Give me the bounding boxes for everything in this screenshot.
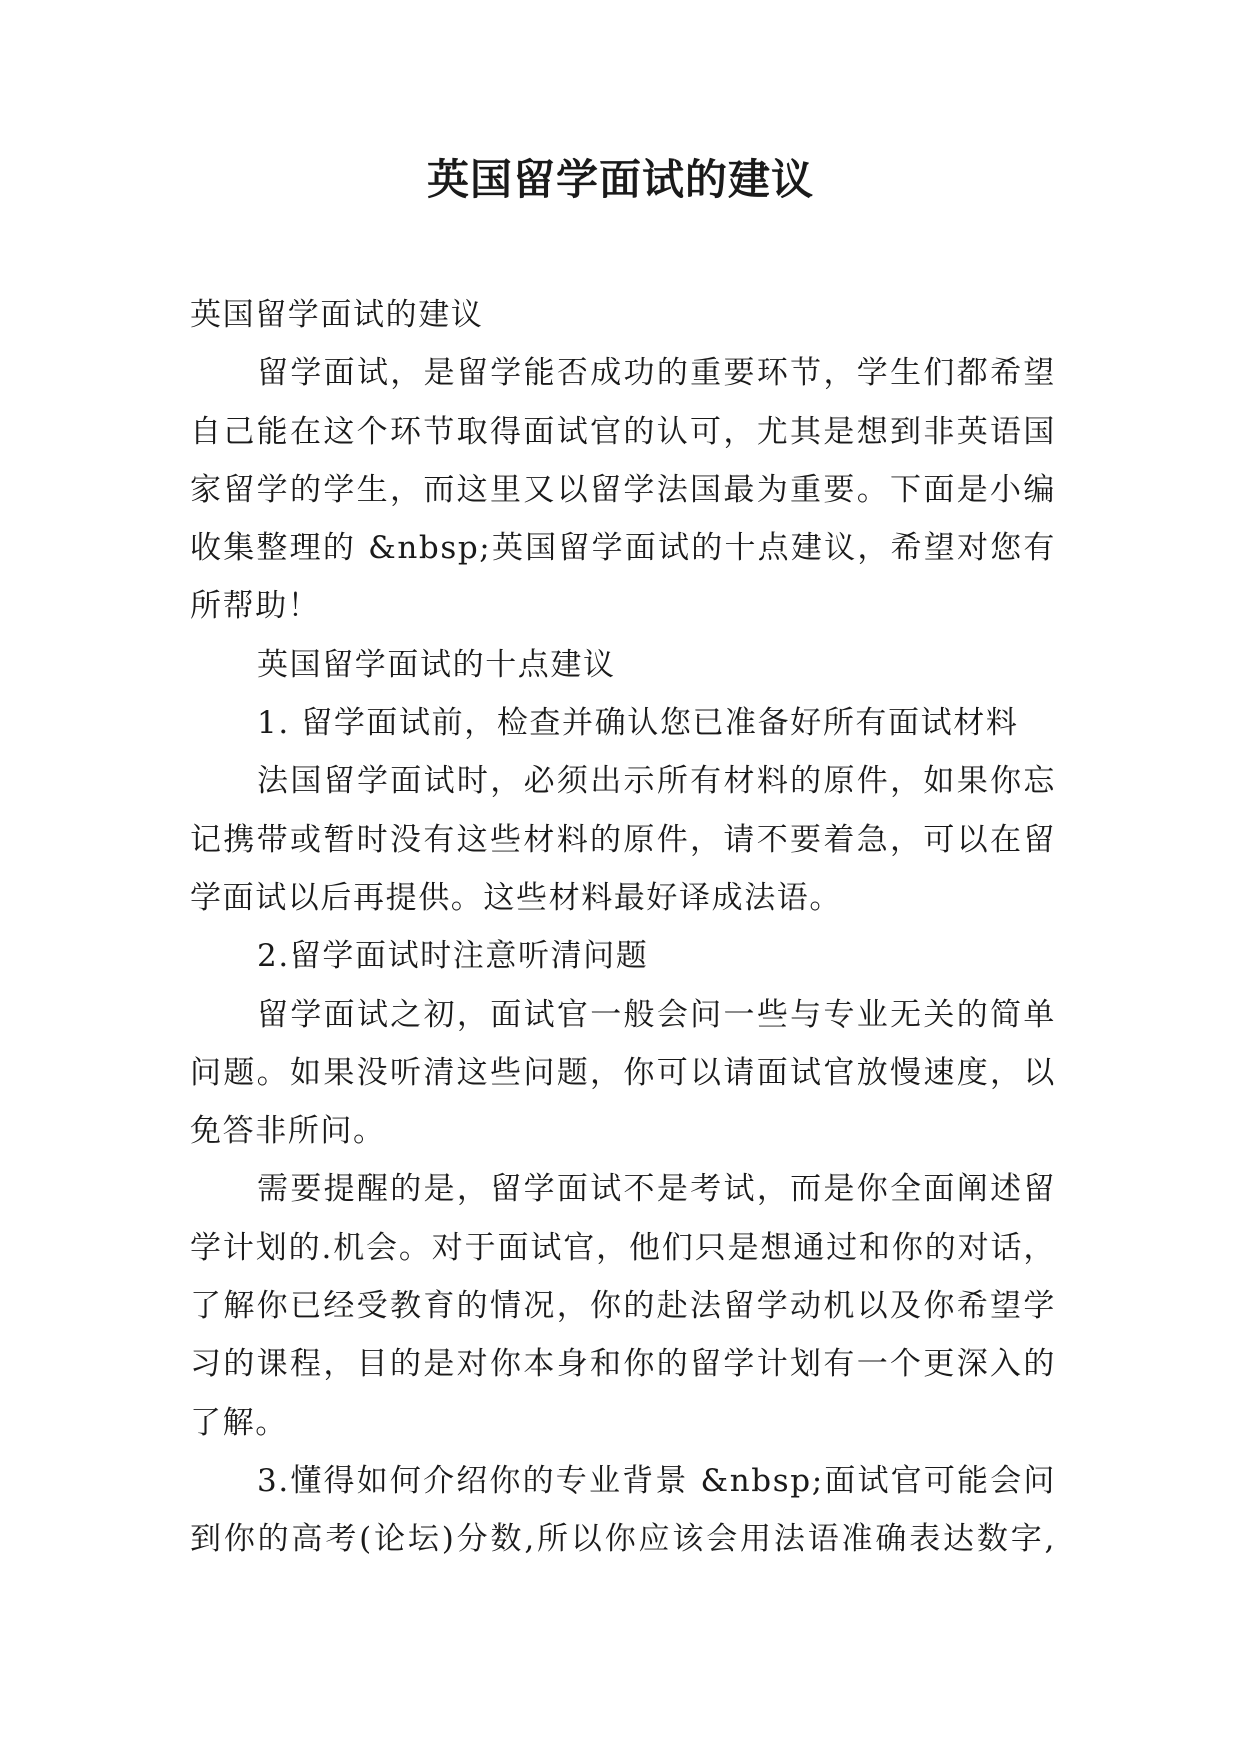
paragraph-line: 习的课程，目的是对你本身和你的留学计划有一个更深入的 [190,1346,1056,1383]
paragraph-line: 所帮助！ [190,588,321,625]
paragraph-line: 到你的高考(论坛)分数,所以你应该会用法语准确表达数字, [190,1521,1056,1558]
paragraph-line: 需要提醒的是，留学面试不是考试，而是你全面阐述留 [257,1171,1056,1208]
paragraph-line: 记携带或暂时没有这些材料的原件，请不要着急，可以在留 [190,821,1056,858]
paragraph-line: 了解。 [190,1404,288,1441]
paragraph-line: 学计划的.机会。对于面试官，他们只是想通过和你的对话， [190,1229,1056,1266]
paragraph-line: 问题。如果没听清这些问题，你可以请面试官放慢速度，以 [190,1054,1056,1091]
document-body [190,286,1056,1569]
paragraph-line: 免答非所问。 [190,1113,386,1150]
document-title: 英国留学面试的建议 [426,155,814,204]
paragraph-line: 留学面试，是留学能否成功的重要环节，学生们都希望 [257,355,1056,392]
paragraph-line: 留学面试之初，面试官一般会问一些与专业无关的简单 [257,996,1056,1033]
paragraph-heading: 英国留学面试的建议 [190,297,484,333]
paragraph-line: 了解你已经受教育的情况，你的赴法留学动机以及你希望学 [190,1288,1056,1325]
list-item-heading: 2.留学面试时注意听清问题 [257,938,649,975]
paragraph-line: 自己能在这个环节取得面试官的认可，尤其是想到非英语国 [190,413,1056,450]
paragraph-line: 收集整理的 &nbsp;英国留学面试的十点建议，希望对您有 [190,530,1056,567]
section-heading: 英国留学面试的十点建议 [257,646,616,683]
paragraph-line: 家留学的学生，而这里又以留学法国最为重要。下面是小编 [190,471,1056,508]
paragraph-line: 3.懂得如何介绍你的专业背景 &nbsp;面试官可能会问 [257,1462,1056,1499]
paragraph-line: 学面试以后再提供。这些材料最好译成法语。 [190,879,842,916]
paragraph-line: 法国留学面试时，必须出示所有材料的原件，如果你忘 [257,763,1056,800]
list-item-heading: 1. 留学面试前，检查并确认您已准备好所有面试材料 [257,705,1019,742]
